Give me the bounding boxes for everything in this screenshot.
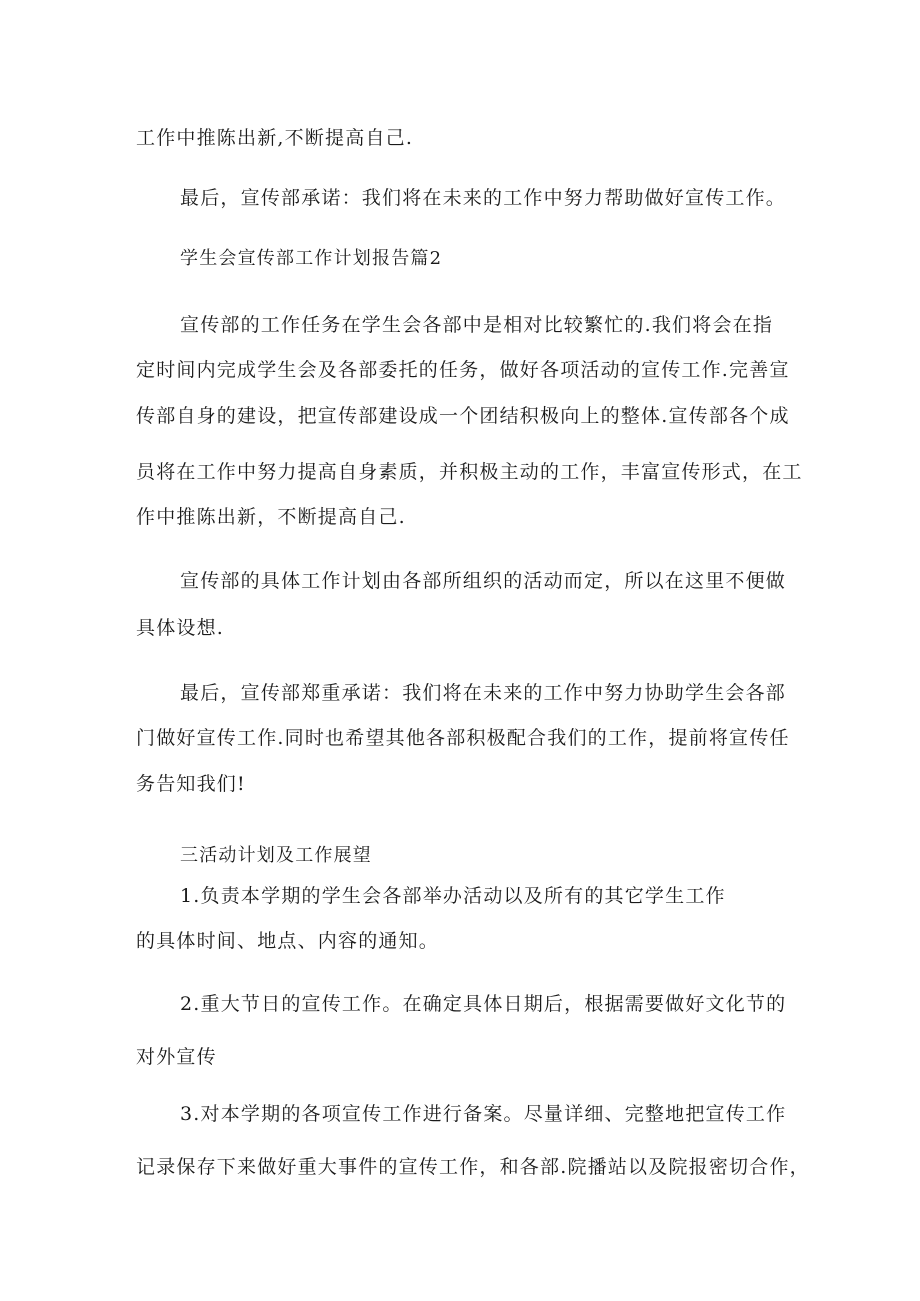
paragraph-line: 最后，宣传部郑重承诺：我们将在未来的工作中努力协助学生会各部 [180,682,787,704]
paragraph-line: 工作中推陈出新,不断提高自己. [136,127,414,149]
paragraph-line: 员将在工作中努力提高自身素质，并积极主动的工作，丰富宣传形式，在工 [136,461,803,483]
paragraph-line: 定时间内完成学生会及各部委托的任务，做好各项活动的宣传工作.完善宣 [136,359,790,381]
list-item-line: 的具体时间、地点、内容的通知。 [136,930,440,952]
section-heading: 三活动计划及工作展望 [180,845,372,866]
paragraph-line: 最后，宣传部承诺：我们将在未来的工作中努力帮助做好宣传工作。 [180,187,787,209]
paragraph-line: 作中推陈出新，不断提高自己. [136,506,406,528]
paragraph-line: 宣传部的工作任务在学生会各部中是相对比较繁忙的.我们将会在指 [180,314,774,336]
list-item-line: 3.对本学期的各项宣传工作进行备案。尽量详细、完整地把宣传工作 [180,1103,787,1125]
paragraph-line: 具体设想. [136,617,225,639]
paragraph-line: 务告知我们! [136,773,246,795]
paragraph-line: 传部自身的建设，把宣传部建设成一个团结积极向上的整体.宣传部各个成 [136,405,790,427]
list-item-line: 对外宣传 [136,1046,217,1068]
paragraph-line: 宣传部的具体工作计划由各部所组织的活动而定，所以在这里不便做 [180,570,787,592]
list-item-line: 2.重大节日的宣传工作。在确定具体日期后，根据需要做好文化节的 [180,993,787,1015]
paragraph-line: 门做好宣传工作.同时也希望其他各部积极配合我们的工作，提前将宣传任 [136,727,790,749]
list-item-line: 1.负责本学期的学生会各部举办活动以及所有的其它学生工作 [180,885,726,907]
section-heading: 学生会宣传部工作计划报告篇2 [180,248,443,269]
list-item-line: 记录保存下来做好重大事件的宣传工作，和各部.院播站以及院报密切合作， [136,1156,810,1178]
